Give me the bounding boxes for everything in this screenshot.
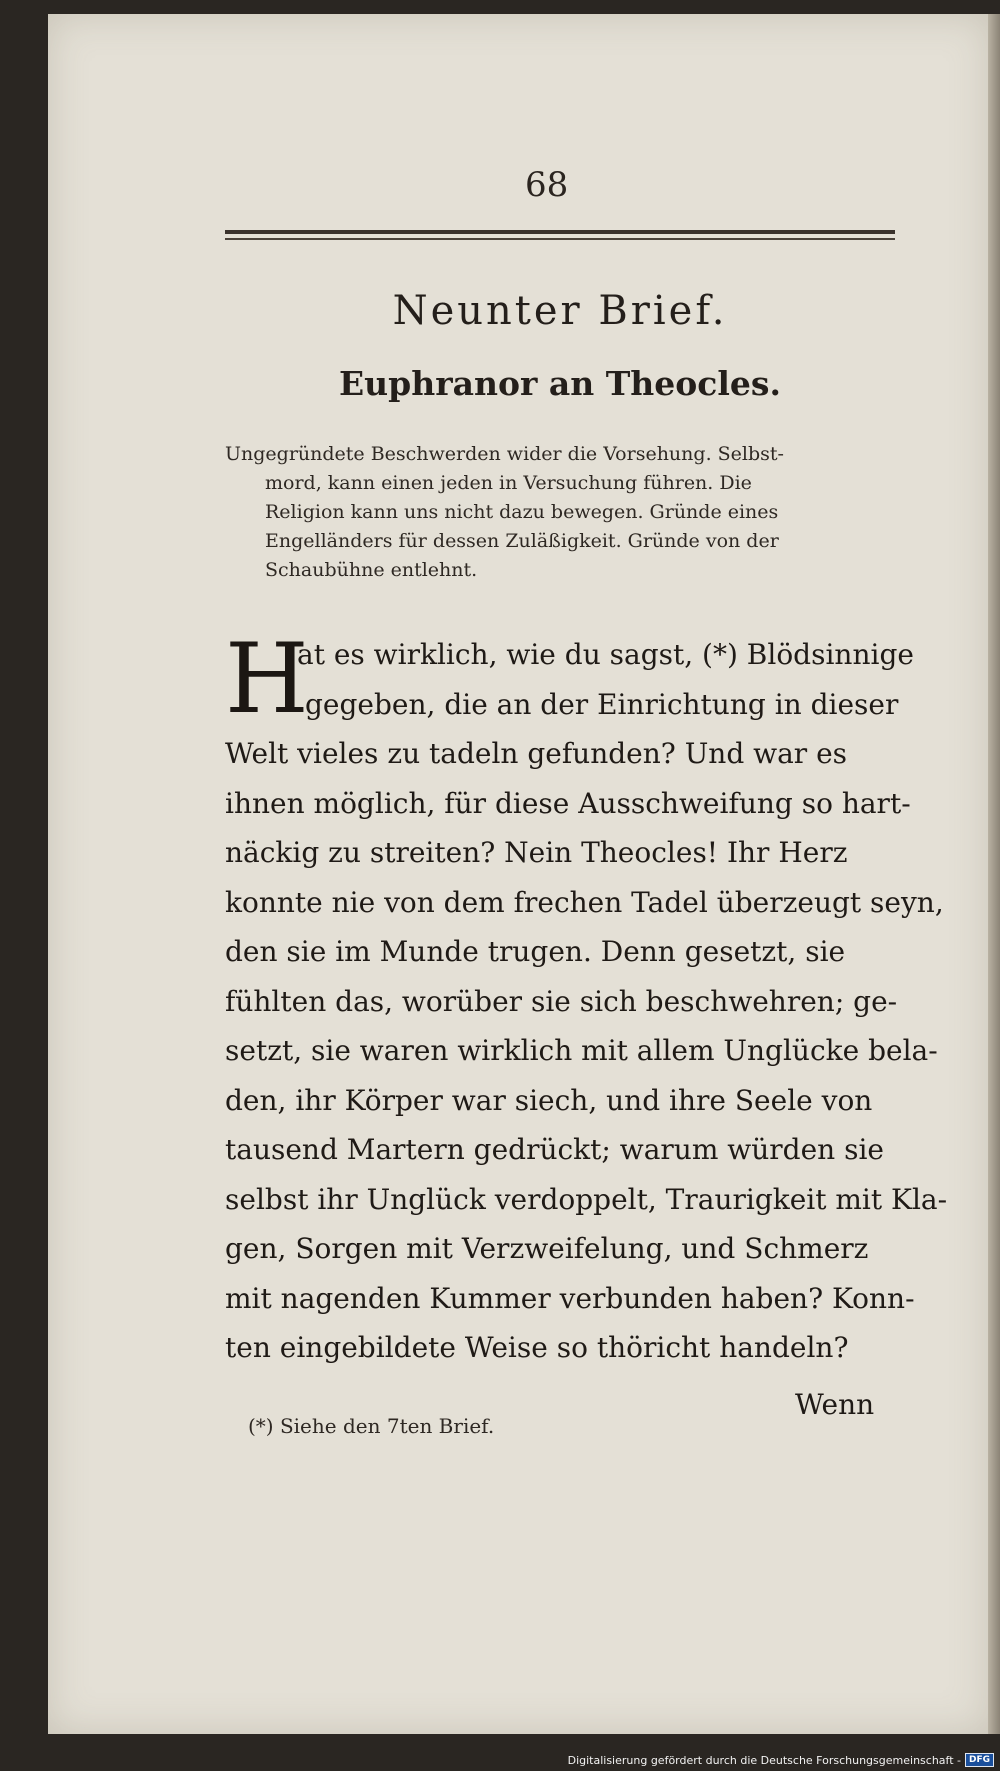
dfg-logo: DFG	[965, 1753, 994, 1767]
summary-line: Religion kann uns nicht dazu bewegen. Gründe eines	[265, 501, 779, 523]
body-line: ihnen möglich, für diese Ausschweifung so hart-	[225, 786, 911, 820]
letter-subtitle: Euphranor an Theocles.	[339, 364, 781, 403]
letter-title: Neunter Brief.	[392, 288, 728, 334]
summary-line: mord, kann einen jeden in Versuchung führen. Die	[265, 472, 752, 494]
header-rule-thin	[225, 238, 895, 240]
page-number: 68	[525, 165, 569, 205]
body-line: at es wirklich, wie du sagst, (*) Blödsinnige	[297, 638, 914, 671]
body-line: Welt vieles zu tadeln gefunden? Und war es	[225, 737, 848, 770]
body-text	[225, 623, 948, 1373]
summary-line: Ungegründete Beschwerden wider die Vorsehung. Selbst-	[225, 443, 784, 465]
funding-text: Digitalisierung gefördert durch die Deutsche Forschungsgemeinschaft -	[567, 1753, 961, 1767]
drop-initial: H	[225, 623, 309, 735]
summary-line: Engelländers für dessen Zuläßigkeit. Gründe von der	[265, 530, 779, 552]
body-line: selbst ihr Unglück verdoppelt, Traurigkeit mit Kla-	[225, 1182, 948, 1216]
funding-banner	[568, 1753, 994, 1767]
body-line: näckig zu streiten? Nein Theocles! Ihr Herz	[225, 836, 848, 869]
body-line: setzt, sie waren wirklich mit allem Unglücke bela-	[225, 1034, 938, 1067]
catchword: Wenn	[795, 1388, 875, 1421]
chapter-summary	[225, 440, 893, 585]
summary-line: Schaubühne entlehnt.	[265, 559, 478, 581]
footnote: (*) Siehe den 7ten Brief.	[248, 1414, 495, 1438]
body-line: fühlten das, worüber sie sich beschwehren; ge-	[225, 984, 898, 1018]
body-line: mit nagenden Kummer verbunden haben? Konn-	[225, 1281, 915, 1315]
body-line: gegeben, die an der Einrichtung in dieser	[305, 687, 899, 721]
body-line: den, ihr Körper war siech, und ihre Seele von	[225, 1083, 873, 1117]
body-line: den sie im Munde trugen. Denn gesetzt, sie	[225, 935, 846, 968]
body-line: tausend Martern gedrückt; warum würden sie	[225, 1133, 884, 1166]
page-edge	[988, 14, 1000, 1734]
body-line: konnte nie von dem frechen Tadel überzeugt seyn,	[225, 885, 944, 919]
body-line: ten eingebildete Weise so thöricht handeln?	[225, 1331, 849, 1364]
body-line: gen, Sorgen mit Verzweifelung, und Schmerz	[225, 1232, 869, 1265]
header-rule	[225, 230, 895, 234]
